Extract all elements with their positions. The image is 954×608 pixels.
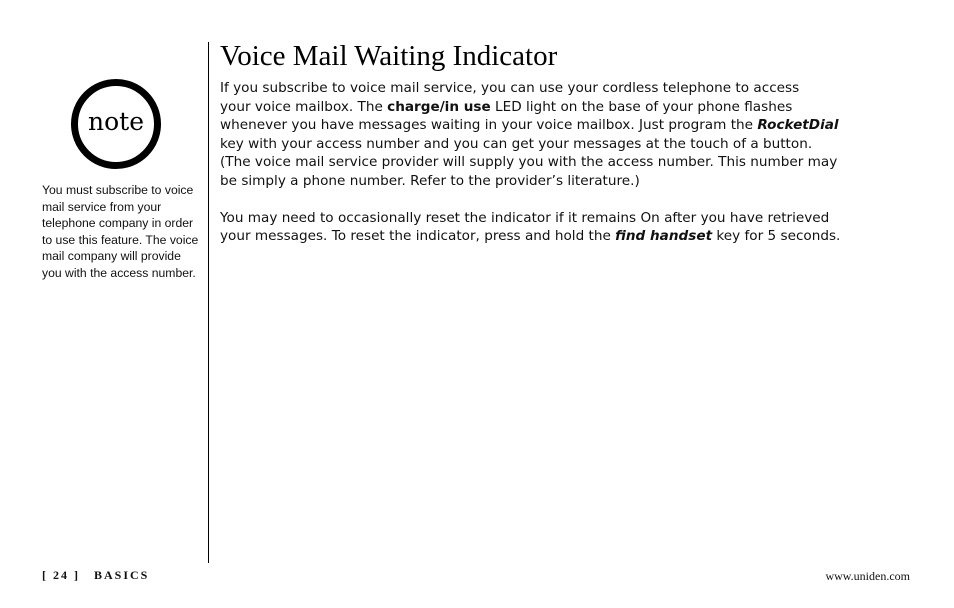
- paragraph-1-line-6: [220, 172, 920, 191]
- paragraph-1-line-4: [220, 135, 920, 154]
- text-run: your messages. To reset the indicator, press and hold the: [220, 228, 616, 244]
- column-divider: [208, 42, 209, 563]
- find-handset-term: find handset: [615, 228, 713, 244]
- text-run: key for 5 seconds.: [712, 228, 841, 244]
- paragraph-2-line-1: [220, 209, 920, 228]
- paragraph-1-line-1: [220, 79, 920, 98]
- text-run: your voice mailbox. The: [220, 98, 388, 115]
- footer-page-section: [42, 568, 149, 583]
- footer-website: www.uniden.com: [825, 569, 910, 583]
- paragraph-1-line-5: [220, 153, 920, 172]
- paragraph-1-line-2: [220, 98, 920, 117]
- text-run: (The voice mail service provider will supply you with the access number. This number may: [220, 154, 838, 170]
- rocketdial-term: RocketDial: [757, 117, 839, 133]
- paragraph-gap: [220, 190, 920, 209]
- section-name: BASICS: [94, 568, 150, 582]
- text-run: whenever you have messages waiting in your voice mailbox. Just program the: [220, 117, 758, 133]
- paragraph-1-line-3: [220, 116, 920, 135]
- main-body: [220, 79, 920, 246]
- charge-in-use-term: charge/in use: [387, 98, 491, 115]
- page-title: Voice Mail Waiting Indicator: [220, 40, 558, 72]
- text-run: be simply a phone number. Refer to the provider’s literature.): [220, 172, 640, 189]
- text-run: If you subscribe to voice mail service, you can use your cordless telephone to access: [220, 80, 800, 96]
- paragraph-2-line-2: [220, 227, 920, 246]
- page-number: [ 24 ]: [42, 568, 80, 582]
- text-run: You may need to occasionally reset the indicator if it remains On after you have retrieved: [220, 209, 830, 226]
- text-run: key with your access number and you can get your messages at the touch of a button.: [220, 135, 813, 152]
- note-badge-label: note: [88, 106, 144, 136]
- note-badge-icon: [71, 79, 161, 169]
- text-run: LED light on the base of your phone flashes: [490, 98, 793, 115]
- side-note-text: You must subscribe to voice mail service from your telephone company in order to use this feature. The voice mail company will provide you with the access number.: [42, 183, 199, 280]
